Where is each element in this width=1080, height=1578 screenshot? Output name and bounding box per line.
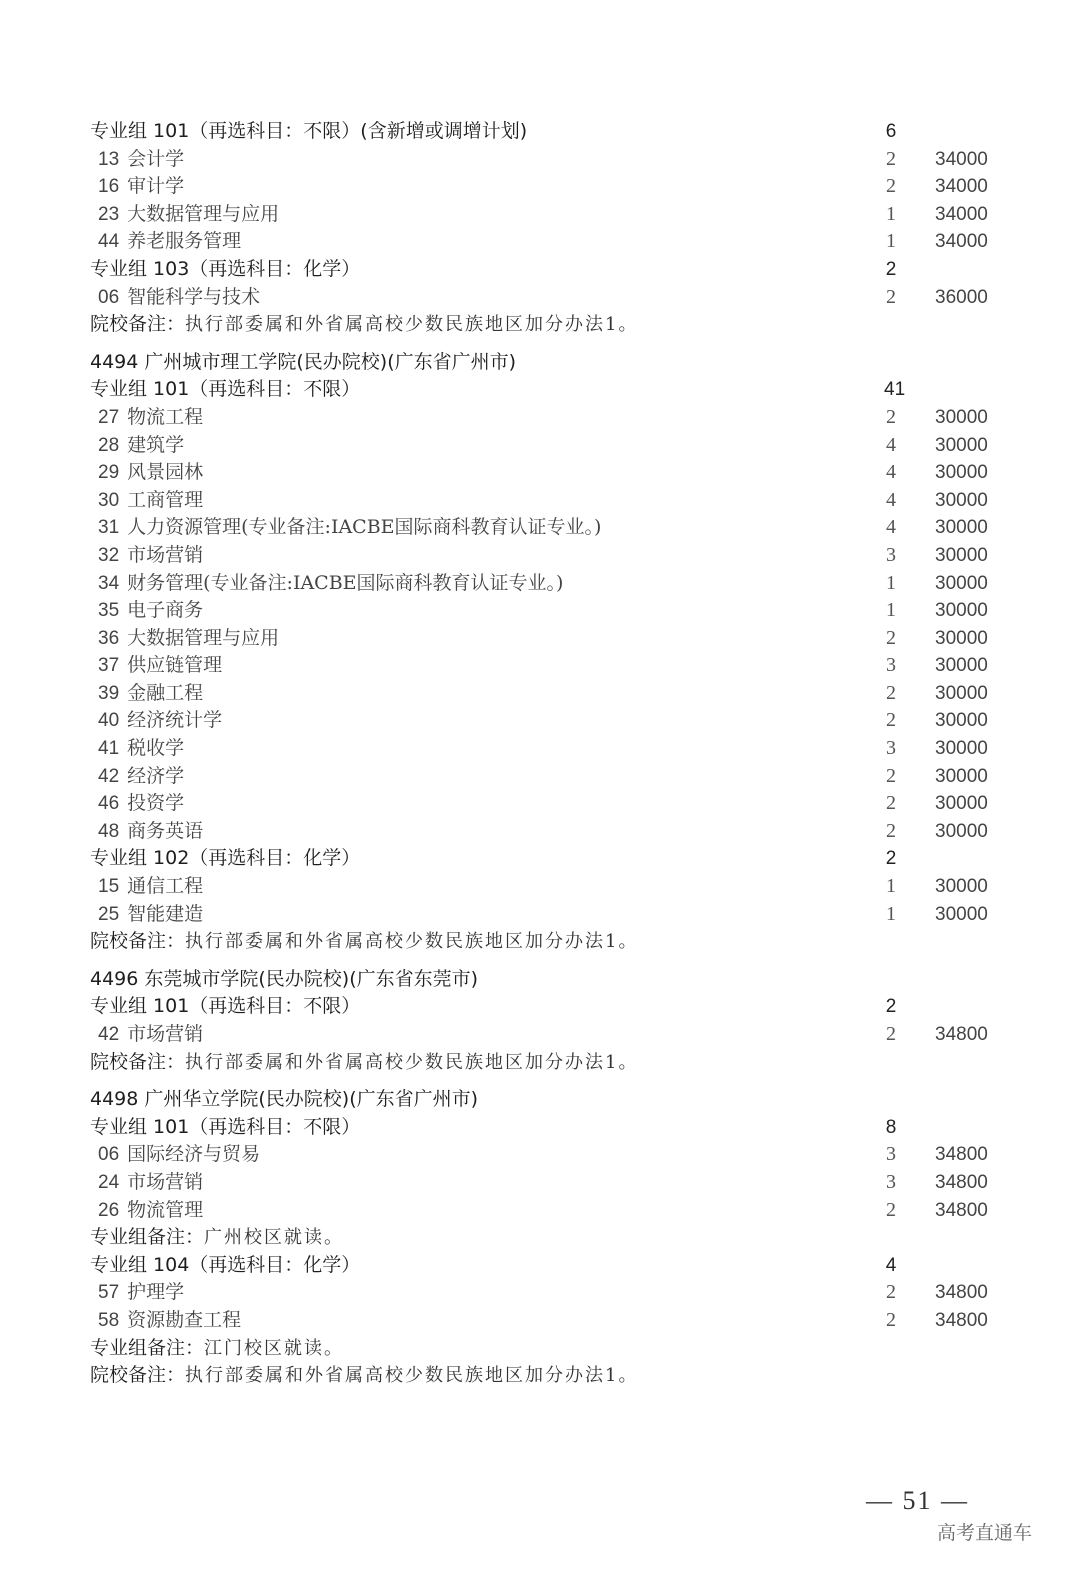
plan-count: 2 (886, 819, 896, 842)
major-row (0, 680, 1080, 708)
remark-row (0, 1049, 1080, 1077)
major-label (98, 680, 203, 708)
major-label (98, 1279, 184, 1307)
remark-label: 院校备注： (90, 930, 186, 953)
tuition-fee: 34800 (935, 1144, 988, 1166)
major-row (0, 542, 1080, 570)
major-name: 税收学 (127, 737, 185, 760)
major-name: 经济学 (127, 764, 185, 787)
major-group-row (0, 1252, 1080, 1280)
group-plan-count: 2 (885, 848, 897, 870)
plan-count: 2 (886, 1023, 896, 1045)
major-row (0, 790, 1080, 818)
major-code: 41 (98, 738, 120, 760)
major-label (98, 652, 222, 680)
major-group-row (0, 993, 1080, 1021)
admission-plan-document (0, 118, 1080, 1390)
major-name: 国际经济与贸易 (127, 1143, 261, 1166)
plan-count: 3 (886, 1170, 896, 1193)
plan-count: 2 (886, 1308, 896, 1331)
major-code: 15 (98, 876, 120, 898)
major-label (98, 284, 260, 312)
major-label (98, 790, 184, 818)
remark (90, 1224, 344, 1252)
major-label (98, 514, 601, 542)
major-code: 40 (98, 710, 120, 732)
major-code: 34 (98, 572, 120, 594)
plan-count: 1 (886, 875, 896, 898)
major-code: 32 (98, 544, 120, 566)
plan-count: 1 (886, 599, 896, 622)
plan-count: 2 (886, 792, 896, 815)
major-row (0, 763, 1080, 791)
remark-label: 院校备注： (90, 313, 186, 336)
plan-count: 1 (886, 230, 896, 253)
major-name: 大数据管理与应用 (127, 202, 280, 225)
major-group-label: 专业组 103（再选科目：化学） (90, 257, 361, 280)
remark-row (0, 1335, 1080, 1363)
page-number: — 51 — (866, 1486, 969, 1515)
remark (90, 1049, 638, 1077)
major-row (0, 1197, 1080, 1225)
tuition-fee: 30000 (935, 655, 988, 677)
plan-count: 1 (886, 571, 896, 594)
major-label (98, 707, 222, 735)
tuition-fee: 30000 (935, 434, 988, 456)
plan-count: 3 (886, 543, 896, 566)
major-code: 29 (98, 462, 120, 484)
remark-label: 专业组备注： (90, 1226, 205, 1249)
tuition-fee: 34000 (935, 148, 988, 170)
major-code: 58 (98, 1309, 120, 1331)
major-name: 物流工程 (127, 405, 204, 428)
major-code: 44 (98, 231, 120, 253)
tuition-fee: 34800 (935, 1024, 988, 1045)
major-row (0, 818, 1080, 846)
tuition-fee: 30000 (935, 903, 988, 925)
major-label (98, 228, 241, 256)
remark (90, 1335, 344, 1363)
plan-count: 2 (886, 1281, 896, 1304)
plan-count: 2 (886, 175, 896, 198)
school-header-row (0, 1086, 1080, 1114)
major-code: 06 (98, 286, 120, 308)
major-name: 人力资源管理(专业备注:IACBE国际商科教育认证专业。) (127, 516, 602, 539)
remark-text: 执行部委属和外省属高校少数民族地区加分办法1。 (185, 931, 639, 953)
tuition-fee: 30000 (935, 462, 988, 484)
major-row (0, 173, 1080, 201)
major-row (0, 652, 1080, 680)
tuition-fee: 34800 (935, 1171, 988, 1193)
plan-count: 3 (886, 737, 896, 760)
major-name: 商务英语 (127, 819, 204, 842)
school-name: 4498 广州华立学院(民办院校)(广东省广州市) (90, 1088, 479, 1111)
major-row (0, 514, 1080, 542)
major-row (0, 228, 1080, 256)
major-row (0, 735, 1080, 763)
tuition-fee: 30000 (935, 710, 988, 732)
school-name: 4496 东莞城市学院(民办院校)(广东省东莞市) (90, 967, 479, 990)
tuition-fee: 34800 (935, 1282, 988, 1304)
plan-count: 2 (886, 626, 896, 649)
major-code: 57 (98, 1282, 120, 1304)
major-name: 风景园林 (127, 461, 204, 484)
plan-count: 4 (886, 461, 896, 484)
major-code: 26 (98, 1199, 120, 1221)
major-code: 28 (98, 434, 120, 456)
major-group-label: 专业组 102（再选科目：化学） (90, 847, 361, 870)
remark-text: 江门校区就读。 (204, 1337, 345, 1359)
tuition-fee: 34800 (935, 1309, 988, 1331)
major-label (98, 1307, 241, 1335)
major-label (98, 1197, 203, 1225)
tuition-fee: 34000 (935, 231, 988, 253)
group-plan-count: 2 (885, 996, 897, 1018)
plan-count: 2 (886, 1198, 896, 1221)
remark-label: 专业组备注： (90, 1336, 205, 1359)
major-label (98, 146, 184, 174)
major-name: 财务管理(专业备注:IACBE国际商科教育认证专业。) (127, 571, 564, 594)
major-group-row (0, 1114, 1080, 1142)
major-group-row (0, 376, 1080, 404)
major-name: 经济统计学 (127, 709, 223, 732)
tuition-fee: 30000 (935, 600, 988, 622)
major-code: 13 (98, 148, 120, 170)
major-row (0, 597, 1080, 625)
remark-row (0, 311, 1080, 339)
major-label (98, 597, 203, 625)
major-label (98, 873, 203, 901)
major-code: 30 (98, 489, 120, 511)
major-label (98, 735, 184, 763)
major-name: 护理学 (127, 1281, 185, 1304)
school-header-row (0, 349, 1080, 377)
major-group-row (0, 845, 1080, 873)
major-label (98, 201, 279, 229)
major-group-label: 专业组 101（再选科目：不限） (90, 995, 361, 1018)
tuition-fee: 36000 (935, 286, 988, 308)
remark-row (0, 928, 1080, 956)
major-row (0, 1169, 1080, 1197)
major-row (0, 707, 1080, 735)
remark (90, 1362, 638, 1390)
major-row (0, 1141, 1080, 1169)
remark (90, 311, 638, 339)
remark (90, 928, 638, 956)
remark-label: 院校备注： (90, 1050, 186, 1073)
school-header-row (0, 966, 1080, 994)
major-label (98, 763, 184, 791)
major-group-row (0, 256, 1080, 284)
major-label (98, 901, 203, 929)
major-code: 48 (98, 820, 120, 842)
major-row (0, 901, 1080, 929)
major-code: 25 (98, 903, 120, 925)
major-label (98, 1021, 203, 1049)
major-row (0, 1307, 1080, 1335)
major-name: 建筑学 (127, 433, 185, 456)
tuition-fee: 30000 (935, 876, 988, 898)
major-label (98, 404, 203, 432)
major-row (0, 284, 1080, 312)
major-name: 大数据管理与应用 (127, 626, 280, 649)
remark-text: 执行部委属和外省属高校少数民族地区加分办法1。 (185, 1051, 639, 1073)
major-name: 市场营销 (127, 1023, 204, 1045)
remark-text: 执行部委属和外省属高校少数民族地区加分办法1。 (185, 314, 639, 336)
major-row (0, 459, 1080, 487)
plan-count: 1 (886, 902, 896, 925)
plan-count: 1 (886, 202, 896, 225)
major-name: 通信工程 (127, 875, 204, 898)
major-name: 智能建造 (127, 902, 204, 925)
major-code: 16 (98, 176, 120, 198)
tuition-fee: 34800 (935, 1199, 988, 1221)
tuition-fee: 30000 (935, 820, 988, 842)
major-label (98, 1141, 260, 1169)
plan-count: 2 (886, 405, 896, 428)
plan-count: 3 (886, 1143, 896, 1166)
major-name: 金融工程 (127, 681, 204, 704)
tuition-fee: 30000 (935, 489, 988, 511)
remark-text: 执行部委属和外省属高校少数民族地区加分办法1。 (185, 1365, 639, 1387)
tuition-fee: 30000 (935, 517, 988, 539)
tuition-fee: 34000 (935, 176, 988, 198)
watermark: 高考直通车 (937, 1522, 1033, 1544)
school-name: 4494 广州城市理工学院(民办院校)(广东省广州市) (90, 350, 517, 373)
major-row (0, 570, 1080, 598)
plan-count: 4 (886, 516, 896, 539)
tuition-fee: 34000 (935, 203, 988, 225)
plan-count: 2 (886, 681, 896, 704)
major-code: 06 (98, 1144, 120, 1166)
remark-text: 广州校区就读。 (204, 1227, 345, 1249)
group-plan-count: 4 (885, 1254, 897, 1276)
plan-count: 4 (886, 433, 896, 456)
plan-count: 2 (886, 147, 896, 170)
remark-label: 院校备注： (90, 1364, 186, 1387)
major-group-row (0, 118, 1080, 146)
major-name: 资源勘查工程 (127, 1308, 242, 1331)
plan-count: 3 (886, 654, 896, 677)
group-plan-count: 8 (885, 1116, 897, 1138)
major-name: 物流管理 (127, 1198, 204, 1221)
tuition-fee: 30000 (935, 406, 988, 428)
group-plan-count: 6 (885, 121, 897, 142)
major-code: 23 (98, 203, 120, 225)
major-row (0, 1279, 1080, 1307)
major-code: 37 (98, 655, 120, 677)
major-code: 42 (98, 765, 120, 787)
major-row (0, 625, 1080, 653)
major-group-label: 专业组 104（再选科目：化学） (90, 1253, 361, 1276)
major-label (98, 818, 203, 846)
major-label (98, 542, 203, 570)
tuition-fee: 30000 (935, 544, 988, 566)
plan-count: 4 (886, 488, 896, 511)
major-name: 市场营销 (127, 543, 204, 566)
major-row (0, 1021, 1080, 1049)
tuition-fee: 30000 (935, 682, 988, 704)
plan-count: 2 (886, 764, 896, 787)
major-code: 36 (98, 627, 120, 649)
major-label (98, 625, 279, 653)
major-row (0, 201, 1080, 229)
group-plan-count: 2 (885, 258, 897, 280)
tuition-fee: 30000 (935, 765, 988, 787)
major-code: 39 (98, 682, 120, 704)
plan-count: 2 (886, 285, 896, 308)
group-plan-count: 41 (884, 379, 906, 401)
major-name: 智能科学与技术 (127, 285, 261, 308)
major-name: 供应链管理 (127, 654, 223, 677)
major-row (0, 487, 1080, 515)
major-group-label: 专业组 101（再选科目：不限） (90, 378, 361, 401)
remark-row (0, 1224, 1080, 1252)
major-name: 投资学 (127, 792, 185, 815)
tuition-fee: 30000 (935, 738, 988, 760)
major-group-label: 专业组 101（再选科目：不限） (90, 1115, 361, 1138)
major-name: 养老服务管理 (127, 230, 242, 253)
major-name: 审计学 (127, 175, 185, 198)
major-label (98, 570, 563, 598)
plan-count: 2 (886, 709, 896, 732)
major-code: 24 (98, 1171, 120, 1193)
tuition-fee: 30000 (935, 793, 988, 815)
major-label (98, 1169, 203, 1197)
tuition-fee: 30000 (935, 572, 988, 594)
major-code: 42 (98, 1024, 120, 1045)
major-row (0, 432, 1080, 460)
major-code: 35 (98, 600, 120, 622)
major-label (98, 459, 203, 487)
major-name: 市场营销 (127, 1170, 204, 1193)
major-code: 27 (98, 406, 120, 428)
major-code: 31 (98, 517, 120, 539)
major-group-label: 专业组 101（再选科目：不限）(含新增或调增计划) (90, 120, 528, 142)
major-label (98, 173, 184, 201)
major-code: 46 (98, 793, 120, 815)
major-row (0, 404, 1080, 432)
major-row (0, 146, 1080, 174)
major-label (98, 487, 203, 515)
major-name: 电子商务 (127, 599, 204, 622)
major-label (98, 432, 184, 460)
tuition-fee: 30000 (935, 627, 988, 649)
remark-row (0, 1362, 1080, 1390)
major-row (0, 873, 1080, 901)
major-name: 工商管理 (127, 488, 204, 511)
major-name: 会计学 (127, 147, 185, 170)
